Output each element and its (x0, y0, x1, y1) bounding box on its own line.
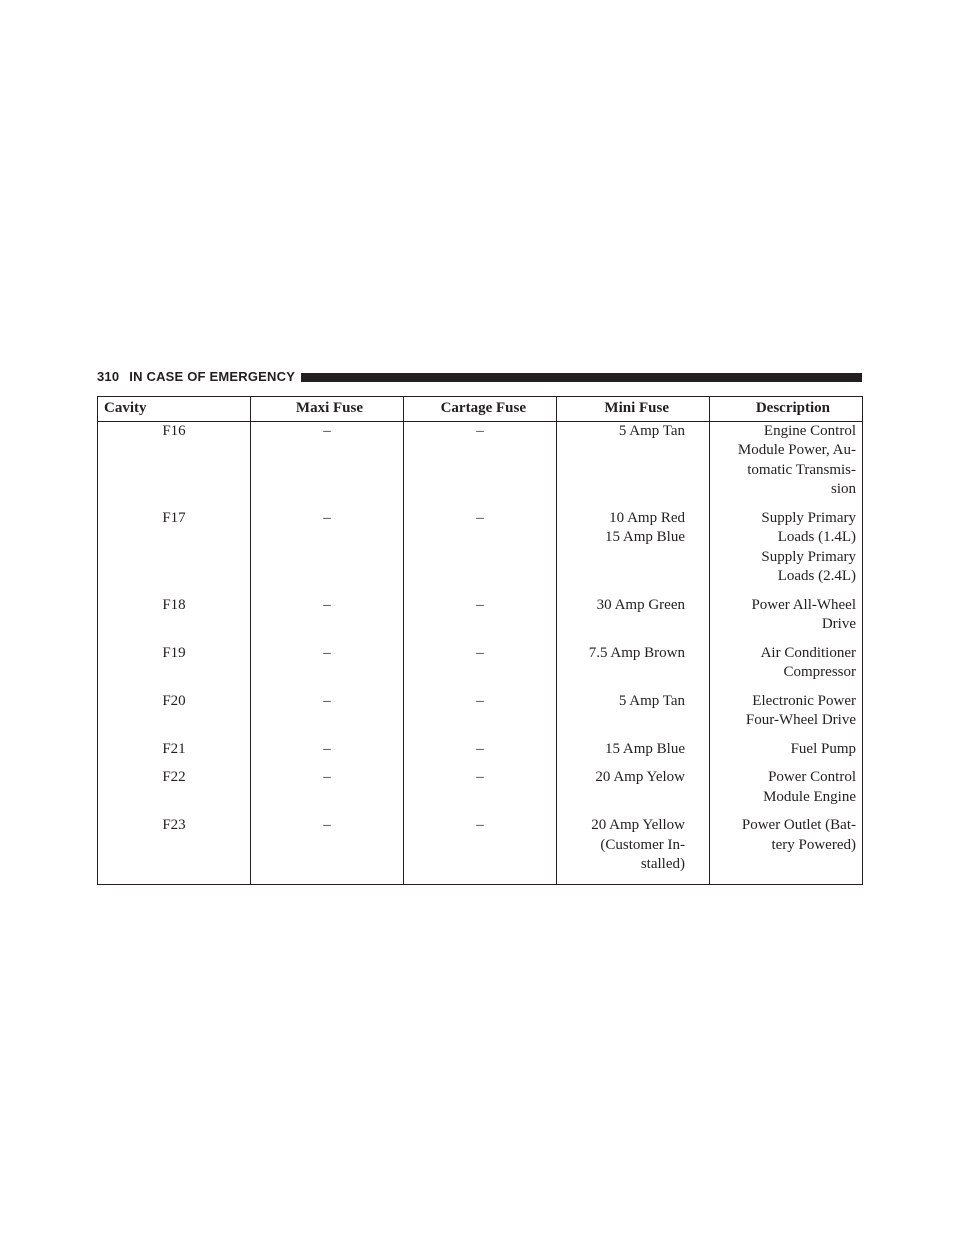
cell-description (710, 644, 863, 692)
table-row (98, 509, 863, 596)
column-header-description: Description (710, 397, 863, 422)
cell-description-line: Module Power, Au- (737, 442, 856, 458)
cell-mini-fuse-line: 5 Amp Tan (618, 692, 685, 709)
cell-mini-fuse (557, 509, 710, 596)
cell-description-line: Fuel Pump (790, 740, 856, 757)
cell-maxi-fuse: – (251, 644, 404, 692)
cell-mini-fuse (557, 816, 710, 884)
cell-mini-fuse-line: 15 Amp Blue (604, 740, 685, 757)
cell-description-line: Supply Primary (761, 509, 856, 526)
cell-description-line: sion (830, 481, 856, 497)
cell-mini-fuse (557, 740, 710, 769)
table-header-row (98, 397, 863, 422)
cell-mini-fuse-line: 10 Amp Red (609, 509, 685, 526)
table-row (98, 692, 863, 740)
cell-mini-fuse-line: 7.5 Amp Brown (588, 644, 685, 661)
fuse-table (97, 396, 863, 885)
cell-description-line: Loads (1.4L) (777, 529, 856, 545)
cell-cartage-fuse: – (404, 692, 557, 740)
cell-description-line: Supply Primary (761, 548, 856, 565)
cell-cavity: F20 (98, 692, 251, 740)
cell-maxi-fuse: – (251, 596, 404, 644)
cell-mini-fuse-line: 5 Amp Tan (618, 422, 685, 439)
table-row (98, 740, 863, 769)
cell-description (710, 692, 863, 740)
cell-description (710, 816, 863, 884)
cell-cartage-fuse: – (404, 421, 557, 509)
cell-description (710, 509, 863, 596)
running-header (97, 368, 862, 386)
cell-maxi-fuse: – (251, 509, 404, 596)
cell-description-line: Power All-Wheel (751, 596, 856, 613)
cell-description-line: Drive (821, 616, 856, 632)
table-row (98, 421, 863, 509)
cell-cartage-fuse: – (404, 644, 557, 692)
cell-cavity: F19 (98, 644, 251, 692)
cell-cartage-fuse: – (404, 509, 557, 596)
cell-description-line: Power Control (768, 769, 856, 785)
cell-description (710, 596, 863, 644)
cell-cartage-fuse: – (404, 740, 557, 769)
cell-description-line: Module Engine (763, 788, 856, 805)
cell-description-line: Four-Wheel Drive (745, 712, 856, 728)
cell-maxi-fuse: – (251, 768, 404, 816)
table-row (98, 596, 863, 644)
column-header-cartage-fuse: Cartage Fuse (404, 397, 557, 422)
cell-description-line: Engine Control (763, 422, 856, 439)
cell-maxi-fuse: – (251, 692, 404, 740)
cell-cavity: F17 (98, 509, 251, 596)
column-header-mini-fuse: Mini Fuse (557, 397, 710, 422)
cell-mini-fuse-line: 15 Amp Blue (604, 529, 685, 545)
cell-description (710, 740, 863, 769)
cell-description-line: Loads (2.4L) (777, 568, 856, 584)
cell-cavity: F21 (98, 740, 251, 769)
cell-mini-fuse-line: (Customer In- (600, 836, 685, 853)
column-header-maxi-fuse: Maxi Fuse (251, 397, 404, 422)
table-row (98, 768, 863, 816)
section-title: IN CASE OF EMERGENCY (129, 369, 296, 384)
table-row (98, 816, 863, 884)
cell-mini-fuse (557, 768, 710, 816)
cell-cavity: F23 (98, 816, 251, 884)
cell-cartage-fuse: – (404, 816, 557, 884)
cell-description-line: Air Conditioner (760, 644, 856, 661)
cell-description-line: tomatic Transmis- (747, 461, 856, 478)
cell-mini-fuse-line: stalled) (640, 856, 685, 872)
cell-description-line: Compressor (783, 664, 856, 680)
cell-description (710, 768, 863, 816)
cell-cavity: F22 (98, 768, 251, 816)
cell-mini-fuse (557, 421, 710, 509)
cell-description-line: Electronic Power (752, 692, 856, 709)
page-number: 310 (97, 369, 120, 384)
table-body (98, 421, 863, 884)
cell-mini-fuse (557, 596, 710, 644)
cell-maxi-fuse: – (251, 816, 404, 884)
cell-cartage-fuse: – (404, 596, 557, 644)
cell-mini-fuse-line: 20 Amp Yelow (595, 769, 685, 785)
cell-mini-fuse (557, 644, 710, 692)
column-header-cavity: Cavity (98, 397, 251, 422)
cell-cavity: F16 (98, 421, 251, 509)
cell-description (710, 421, 863, 509)
cell-mini-fuse-line: 30 Amp Green (596, 596, 685, 613)
cell-cavity: F18 (98, 596, 251, 644)
cell-description-line: Power Outlet (Bat- (741, 817, 856, 833)
cell-maxi-fuse: – (251, 421, 404, 509)
cell-description-line: tery Powered) (771, 836, 856, 853)
cell-mini-fuse-line: 20 Amp Yellow (591, 817, 685, 833)
cell-maxi-fuse: – (251, 740, 404, 769)
table-row (98, 644, 863, 692)
cell-mini-fuse (557, 692, 710, 740)
cell-cartage-fuse: – (404, 768, 557, 816)
header-rule (301, 373, 862, 382)
